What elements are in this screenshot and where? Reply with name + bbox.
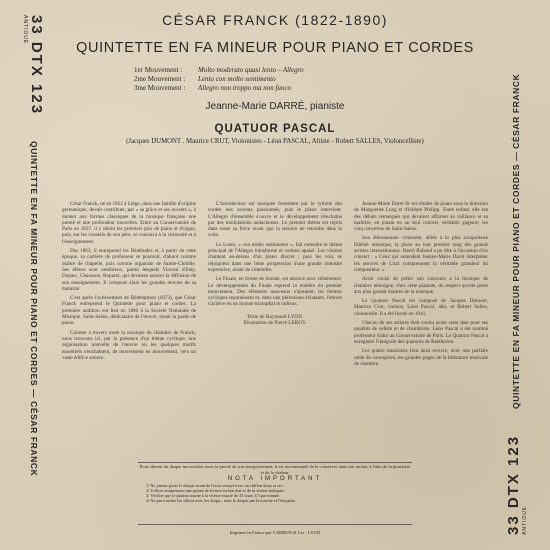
text-credits: Texte de Raymond LYON. Illustration de Pierre LEROY.	[243, 313, 307, 327]
liner-column-1: César Franck, né en 1822 à Liège, dans une famille d'origine germanique, devait contribuer, par « sa grâce et ses accents », à donner aux formes classiques de la musique française une pureté et une profondeur nouvelles. Entré au Conservatoire de Paris en 1837, il y obtint les premiers prix de piano et d'orgue, puis, sur les conseils de son père, se consacra à la virtuosité et à l'enseignement. Des 1863, il entreprend les Béatitudes et, à partir de cette époque, sa carrière de professeur se poursuit, d'abord comme maître de chapelle, puis comme organiste de Sainte-Clotilde. Ses élèves sont nombreux, parmi lesquels Vincent d'Indy, Duparc, Chausson, Ropartz, qui devaient assurer la diffusion de son enseignement. Il compose alors les grandes œuvres de sa maturité. C'est après l'achèvement de Rédemption (1873), que César Franck entreprend le Quintette pour piano et cordes. La première audition eut lieu en 1880 à la Société Nationale de Musique. Saint-Saëns, dédicataire de l'œuvre, tenait la partie de piano. Comme à travers toute la musique de chambre de Franck, nous trouvons ici, par la présence d'un thème cyclique, une organisation nouvelle de l'œuvre où les quelques motifs essentiels s'enchaînent, de mouvement en mouvement, vers un vaste édifice sonore.	[62, 201, 196, 361]
movement-item: 1er Mouvement : Molto moderato quasi lento – Allegro	[134, 66, 304, 74]
movement-item: 3me Mouvement : Allegro non troppo ma non fuoco	[134, 84, 292, 92]
notice-item: 1/ Ne jamais poser le disque avant de l'avoir essuyé avec un chiffon doux et sec.	[146, 483, 284, 488]
header-block	[62, 10, 488, 145]
ensemble-name: QUATUOR PASCAL	[214, 123, 336, 135]
liner-column-3: Jeanne-Marie Darré fit ses études de piano sous la direction de Marguerite Long et d'Isidore Philipp. Toute enfant, elle eut des débuts remarqués qui devaient affirmer sa vaillance et sa maîtrise, en jouant en un seul concert, véritable gageure, les cinq concertos de Saint-Saëns. Son éblouissante virtuosité, alliée à la plus scrupuleuse fidélité artistique, la place au tout premier rang des grands artistes internationaux. Henri Rabaud a pu dire à l'occasion d'un concert : « Ceux qui entendent Jeanne-Marie Darré interpréter les œuvres de Liszt comprennent la véritable grandeur du compositeur. » Avoir choisi de prêter son concours à la musique de chambre témoigne, chez cette pianiste, du respect qu'elle porte aux plus grands maîtres de la musique. Le Quatuor Pascal est composé de Jacques Dumont, Maurice Crut, violons, Léon Pascal, alto, et Robert Salles, violoncelle. Il a été formé en 1941. Chacun de ses artistes était connu avant cette date pour ses qualités de soliste et de chambriste. Léon Pascal a été nommé professeur d'alto au Conservatoire de Paris. Le Quatuor Pascal a enregistré l'intégrale des quatuors de Beethoven. Les quatre musiciens font ainsi revivre, avec une parfaite unité de conception, les grandes pages de la littérature musicale de chambre.	[354, 201, 488, 367]
spine-title: QUINTETTE EN FA MINEUR POUR PIANO ET CORDES — CÉSAR FRANCK	[511, 73, 521, 409]
notice-list	[138, 483, 412, 503]
pianist-credit: Jeanne-Marie DARRÉ, pianiste	[205, 101, 345, 112]
work-title: QUINTETTE EN FA MINEUR POUR PIANO ET CORDES	[76, 40, 474, 56]
notice-heading: NOTA IMPORTANT	[227, 476, 323, 482]
ensemble-members: (Jacques DUMONT . Maurice CRUT, Violonistes - Léon PASCAL, Altiste - Robert SALLES, Violoncelliste)	[126, 138, 424, 145]
spine-catalog-number: 33 DTX 123 ANTIOUE	[504, 434, 528, 535]
notice-item: 3/ Vérifier que le plateau tourne à la vitesse exacte de 33 tours 1/3 par minute.	[146, 493, 281, 499]
liner-column-2: L'Introduction est marquée fortement par le rythme des cordes aux accents passionnés, puis le piano intervient. L'Allegro d'ensemble s'ouvre et le développement s'enchaîne par des modulations audacieuses. Le premier thème est repris dans toute sa force avant que la tension ne retombe dans la coda. Le Lento, « con molto sentimento », fait entendre le thème principal de l'Allegro transformé et comme apaisé. Les violons chantent au-dessus d'un piano discret ; puis les voix se rejoignent dans une lente progression d'une grande intensité expressive, avant de s'éteindre. Le Finale, en forme de Sonate, est amorcé avec véhémence. Le développement du Finale reprend la matière du premier mouvement. Des éléments nouveaux s'ajoutent, les thèmes cycliques reparaissent et, dans une péroraison éclatante, l'œuvre s'achève en un hymne triomphal et radieux. Texte de Raymond LYON. Illustration de Pierre LEROY.	[208, 201, 342, 327]
important-notice	[138, 462, 412, 525]
left-spine	[4, 6, 64, 544]
notice-item: 2/ Utiliser uniquement une pointe de lecture en bon état et de la vitesse indiquée.	[146, 488, 285, 494]
printer-credit: Imprimé en France par CARRON & Cie - LYON	[229, 530, 321, 535]
composer-heading: CÉSAR FRANCK (1822-1890)	[162, 12, 388, 28]
notice-item: 4/ Ne pas toucher les sillons avec les doigts ; tenir le disque par la tranche et l'étiquette.	[146, 498, 296, 504]
movement-list	[134, 66, 488, 93]
liner-notes	[62, 201, 488, 397]
notice-intro: Pour obtenir du disque microsillon toute la pureté de son enregistrement, il est recommandé de le conserver dans son sachet, à l'abri de la poussière et de la chaleur.	[139, 464, 411, 475]
spine-catalog-number: 33 DTX 123 ANTIOUE	[22, 15, 46, 116]
right-spine	[486, 6, 546, 544]
movement-item: 2me Mouvement : Lento con molto sentimento	[134, 75, 276, 83]
spine-title: QUINTETTE EN FA MINEUR POUR PIANO ET CORDES — CÉSAR FRANCK	[29, 141, 39, 477]
